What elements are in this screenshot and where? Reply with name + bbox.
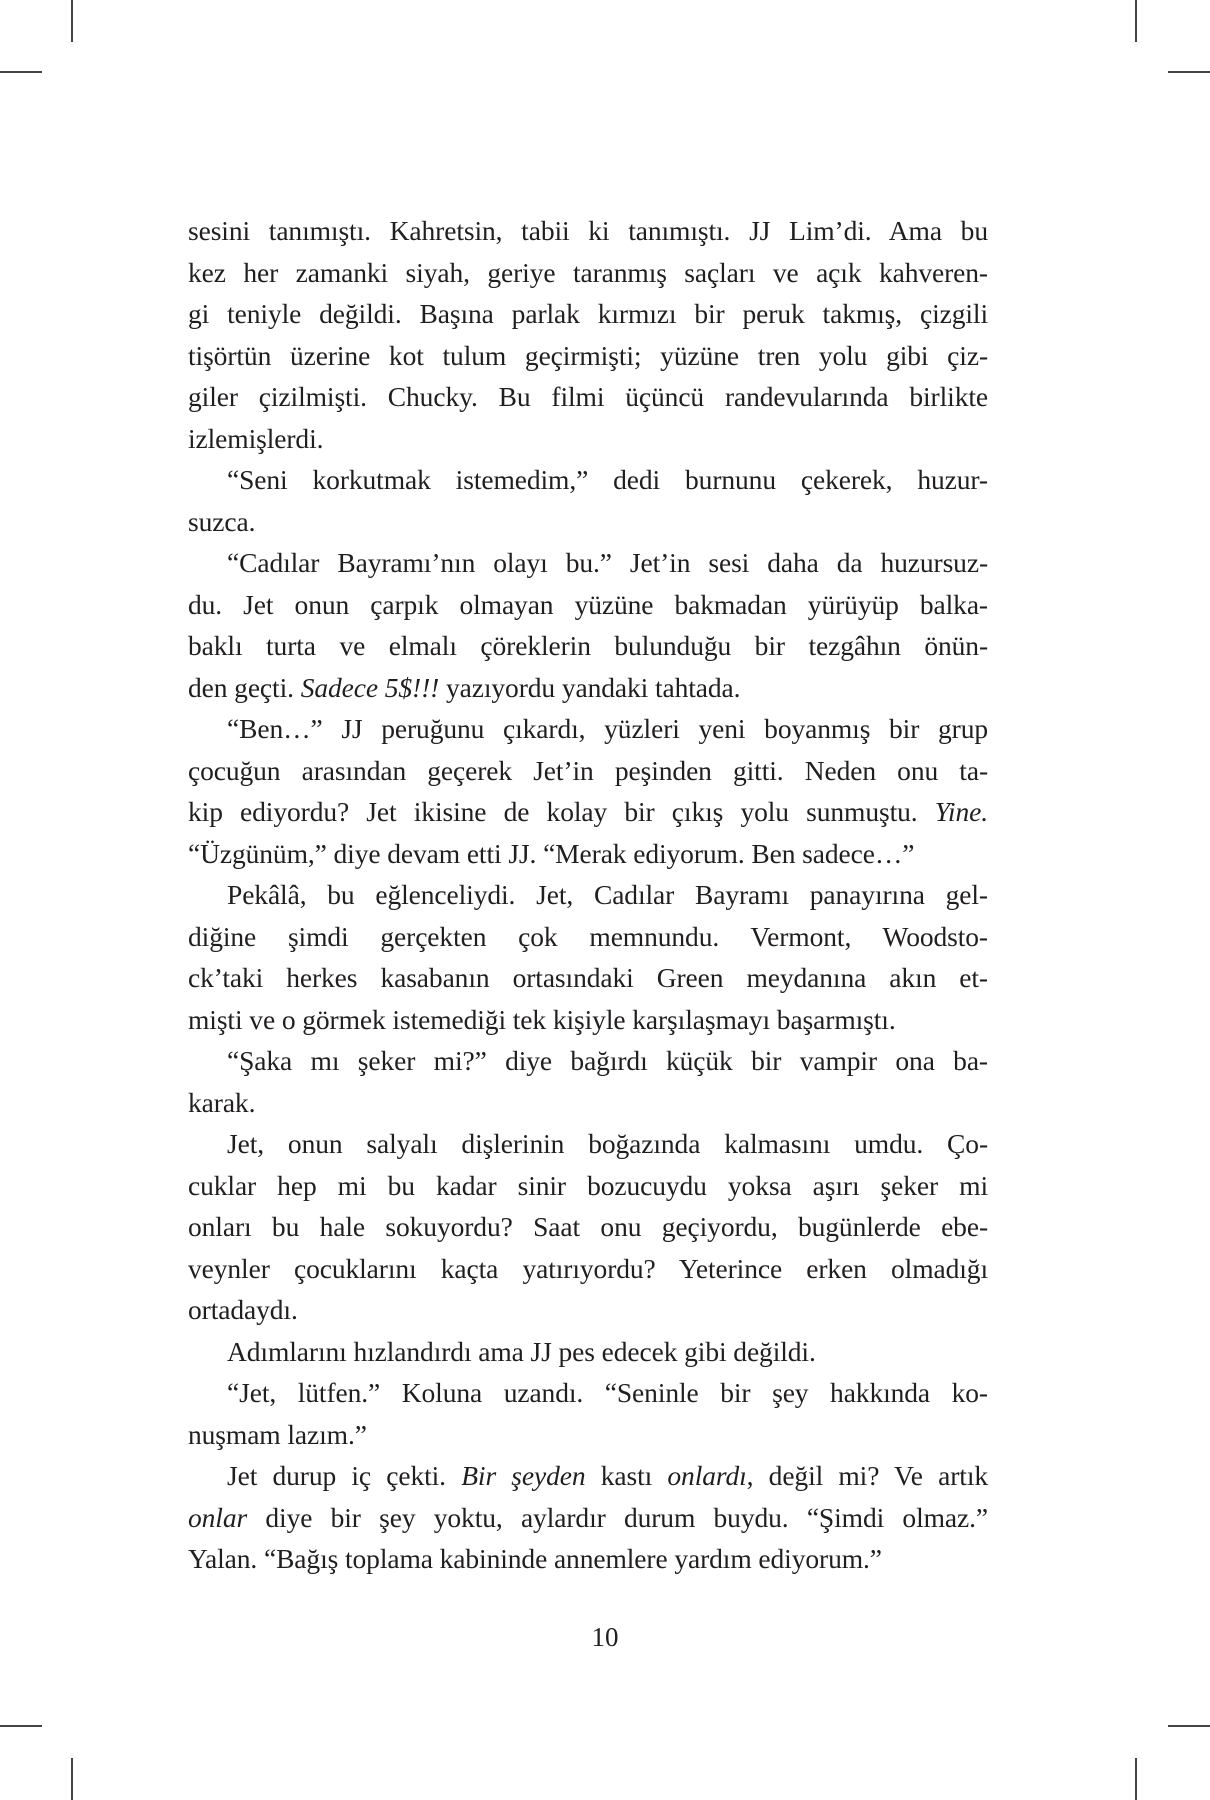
text-line [188, 501, 988, 543]
text-segment: Pekâlâ, bu eğlenceliydi. Jet, Cadılar Bayramı panayırına gel- [227, 879, 988, 910]
text-line [188, 1082, 988, 1124]
text-segment: Jet, onun salyalı dişlerinin boğazında kalmasını umdu. Ço- [227, 1128, 988, 1159]
crop-mark-top-left-vertical [71, 0, 73, 42]
text-line [188, 252, 988, 294]
text-segment: kastı [585, 1460, 668, 1491]
text-line [188, 833, 988, 875]
text-segment: veynler çocuklarını kaçta yatırıyordu? Yeterince erken olmadığı [188, 1252, 988, 1284]
text-line [188, 1206, 988, 1248]
text-line [188, 667, 988, 709]
text-line [188, 293, 988, 335]
text-segment: “Seni korkutmak istemedim,” dedi burnunu çekerek, huzur- [227, 464, 988, 495]
text-segment: izlemişlerdi. [188, 422, 324, 454]
page-number: 10 [591, 1622, 619, 1652]
text-segment: “Ben…” JJ peruğunu çıkardı, yüzleri yeni boyanmış bir grup [227, 713, 988, 744]
text-line [188, 999, 988, 1041]
text-line [188, 1123, 988, 1165]
italic-text-segment: onlar [188, 1501, 248, 1533]
text-segment: Yalan. “Bağış toplama kabininde annemlere yardım ediyorum.” [188, 1543, 882, 1574]
text-segment: kip ediyordu? Jet ikisine de kolay bir çıkış yolu sunmuştu. [188, 796, 935, 827]
text-line [188, 1289, 988, 1331]
text-segment: baklı turta ve elmalı çöreklerin bulunduğu bir tezgâhın önün- [188, 630, 988, 661]
text-segment: onları bu hale sokuyordu? Saat onu geçiyordu, bugünlerde ebe- [188, 1211, 988, 1242]
crop-mark-top-left-horizontal [0, 71, 42, 73]
text-line [188, 625, 988, 667]
text-line [188, 1165, 988, 1207]
italic-text-segment: Yine. [934, 796, 988, 827]
crop-mark-bottom-right-vertical [1135, 1758, 1137, 1800]
text-line [188, 916, 988, 958]
text-segment: sesini tanımıştı. Kahretsin, tabii ki tanımıştı. JJ Lim’di. Ama bu [188, 215, 988, 246]
text-line [188, 1538, 988, 1580]
text-segment: yazıyordu yandaki tahtada. [439, 671, 741, 703]
text-segment: giler çizilmişti. Chucky. Bu filmi üçüncü randevularında birlikte [188, 381, 988, 412]
text-segment: Adımlarını hızlandırdı ama JJ pes edecek gibi değildi. [227, 1335, 816, 1367]
italic-text-segment: Bir şeyden [461, 1460, 586, 1491]
text-segment: cuklar hep mi bu kadar sinir bozucuydu yoksa aşırı şeker mi [188, 1169, 988, 1201]
text-line [188, 1497, 988, 1539]
text-segment: diğine şimdi gerçekten çok memnundu. Vermont, Woodsto- [188, 920, 988, 952]
text-segment: kez her zamanki siyah, geriye taranmış saçları ve açık kahveren- [188, 256, 988, 288]
text-line [188, 791, 988, 833]
text-line [188, 376, 988, 418]
text-segment: ck’taki herkes kasabanın ortasındaki Green meydanına akın et- [188, 962, 988, 993]
text-line [188, 957, 988, 999]
text-line [188, 750, 988, 792]
text-line [188, 708, 988, 750]
text-segment: Jet durup iç çekti. [227, 1460, 462, 1491]
crop-mark-bottom-left-vertical [71, 1758, 73, 1800]
text-segment: suzca. [188, 505, 256, 537]
text-line [188, 1372, 988, 1414]
body-text [188, 210, 988, 1580]
text-segment: du. Jet onun çarpık olmayan yüzüne bakmadan yürüyüp balka- [188, 588, 988, 620]
italic-text-segment: onlardı [667, 1460, 747, 1491]
text-line [188, 335, 988, 377]
text-segment: diye bir şey yoktu, aylardır durum buydu. “Şimdi olmaz.” [247, 1501, 988, 1533]
text-segment: “Şaka mı şeker mi?” diye bağırdı küçük bir vampir ona ba- [227, 1045, 988, 1076]
text-line [188, 584, 988, 626]
text-segment: den geçti. [188, 671, 301, 703]
italic-text-segment: Sadece 5$!!! [300, 671, 440, 703]
text-line [188, 418, 988, 460]
text-segment: “Cadılar Bayramı’nın olayı bu.” Jet’in sesi daha da huzursuz- [227, 547, 988, 578]
crop-mark-bottom-right-horizontal [1168, 1725, 1210, 1727]
text-line [188, 210, 988, 252]
text-line [188, 542, 988, 584]
text-segment: ortadaydı. [188, 1294, 298, 1325]
text-segment: gi teniyle değildi. Başına parlak kırmızı bir peruk takmış, çizgili [188, 298, 988, 329]
crop-mark-top-right-horizontal [1168, 71, 1210, 73]
text-segment: “Üzgünüm,” diye devam etti JJ. “Merak ediyorum. Ben sadece…” [188, 837, 915, 869]
crop-mark-bottom-left-horizontal [0, 1725, 42, 1727]
text-line [188, 459, 988, 501]
text-line [188, 1040, 988, 1082]
text-line [188, 1331, 988, 1373]
text-line [188, 874, 988, 916]
text-segment: mişti ve o görmek istemediği tek kişiyle karşılaşmayı başarmıştı. [188, 1003, 896, 1035]
text-segment: “Jet, lütfen.” Koluna uzandı. “Seninle bir şey hakkında ko- [227, 1377, 988, 1408]
text-segment: tişörtün üzerine kot tulum geçirmişti; yüzüne tren yolu gibi çiz- [188, 339, 988, 371]
text-segment: çocuğun arasından geçerek Jet’in peşinden gitti. Neden onu ta- [188, 754, 988, 786]
text-line [188, 1414, 988, 1456]
text-segment: karak. [188, 1086, 256, 1118]
text-segment: , değil mi? Ve artık [746, 1460, 989, 1491]
crop-mark-top-right-vertical [1135, 0, 1137, 42]
text-segment: nuşmam lazım.” [188, 1418, 367, 1450]
text-line [188, 1248, 988, 1290]
text-line [188, 1455, 988, 1497]
